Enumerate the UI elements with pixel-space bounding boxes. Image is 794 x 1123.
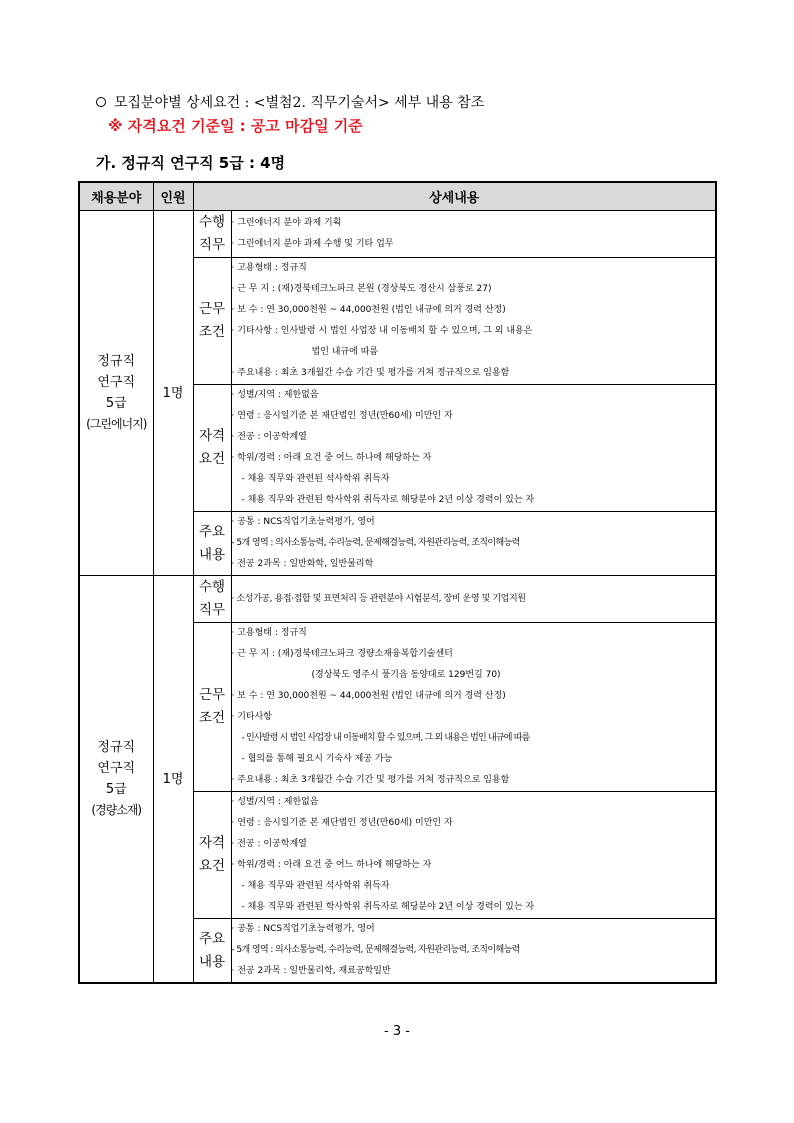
qualification-date-note: ※ 자격요건 기준일 : 공고 마감일 기준	[108, 117, 363, 135]
requirements-table	[78, 181, 717, 984]
count-cell: 1명	[153, 211, 193, 576]
duty-detail: · 그린에너지 분야 과제 기획 · 그린에너지 분야 과제 수행 및 기타 업무	[231, 211, 716, 258]
duty-detail: · 소성가공, 용접·접합 및 표면처리 등 관련분야 시험분석, 장비 운영 및 기업지원	[231, 576, 716, 623]
qualification-detail: · 성별/지역 : 제한없음 · 연령 : 응시일기준 본 재단법인 정년(만60세) 미만인 자 · 전공 : 이공학계열 · 학위/경력 : 아래 요건 중 어느 하나에 해당하는 자 - 채용 직무와 관련된 석사학위 취득자 - 채용 직무와 관련된 학사학위 취득자로 해당분야 2년 이상 경력이 있는 자	[231, 792, 716, 919]
condition-label: 근무 조건	[193, 623, 231, 792]
section-title: 가. 정규직 연구직 5급 : 4명	[96, 154, 286, 172]
field-cell-green-energy: 정규직 연구직 5급 (그린에너지)	[79, 211, 153, 576]
field-cell-lightweight-material: 정규직 연구직 5급 (경량소재)	[79, 576, 153, 984]
main-content-label: 주요 내용	[193, 919, 231, 984]
table-row	[79, 576, 716, 623]
duty-label: 수행 직무	[193, 211, 231, 258]
main-content-label: 주요 내용	[193, 512, 231, 576]
main-content-detail: · 공통 : NCS직업기초능력평가, 영어 - 5개 영역 : 의사소통능력, 수리능력, 문제해결능력, 자원관리능력, 조직이해능력 · 전공 2과목 : 일반물리학, 재료공학일반	[231, 919, 716, 984]
reference-note-text: 모집분야별 상세요건 : <별첨2. 직무기술서> 세부 내용 참조	[114, 95, 485, 111]
header-field: 채용분야	[79, 182, 153, 211]
header-count: 인원	[153, 182, 193, 211]
qualification-label: 자격 요건	[193, 792, 231, 919]
condition-detail: · 고용형태 : 정규직 · 근 무 지 : (재)경북테크노파크 본원 (경상북도 경산시 삼풍로 27) · 보 수 : 연 30,000천원 ~ 44,000천원 (법인 내규에 의거 경력 산정) · 기타사항 : 인사발령 시 법인 사업장 내 이동배치 할 수 있으며, 그 외 내용은 법인 내규에 따름 · 주요내용 : 최초 3개월간 수습 기간 및 평가를 거쳐 정규직으로 임용함	[231, 258, 716, 385]
circle-bullet-icon	[96, 97, 106, 107]
main-content-detail: · 공통 : NCS직업기초능력평가, 영어 - 5개 영역 : 의사소통능력, 수리능력, 문제해결능력, 자원관리능력, 조직이해능력 · 전공 2과목 : 일반화학, 일반물리학	[231, 512, 716, 576]
qualification-detail: · 성별/지역 : 제한없음 · 연령 : 응시일기준 본 재단법인 정년(만60세) 미만인 자 · 전공 : 이공학계열 · 학위/경력 : 아래 요건 중 어느 하나에 해당하는 자 - 채용 직무와 관련된 석사학위 취득자 - 채용 직무와 관련된 학사학위 취득자로 해당분야 2년 이상 경력이 있는 자	[231, 385, 716, 512]
table-row	[79, 211, 716, 258]
condition-label: 근무 조건	[193, 258, 231, 385]
header-detail: 상세내용	[193, 182, 716, 211]
page-number: - 3 -	[384, 1024, 410, 1039]
reference-note	[96, 92, 484, 112]
count-cell: 1명	[153, 576, 193, 984]
duty-label: 수행 직무	[193, 576, 231, 623]
condition-detail: · 고용형태 : 정규직 · 근 무 지 : (재)경북테크노파크 경량소재융복합기술센터 (경상북도 영주시 풍기읍 동양대로 129번길 70) · 보 수 : 연 30,000천원 ~ 44,000천원 (법인 내규에 의거 경력 산정) · 기타사항 - 인사발령 시 법인 사업장 내 이동배치 할 수 있으며, 그 외 내용은 법인 내규에 따름 - 협의를 통해 필요시 기숙사 제공 가능 · 주요내용 : 최초 3개월간 수습 기간 및 평가를 거쳐 정규직으로 임용함	[231, 623, 716, 792]
qualification-label: 자격 요건	[193, 385, 231, 512]
table-header-row	[79, 182, 716, 211]
